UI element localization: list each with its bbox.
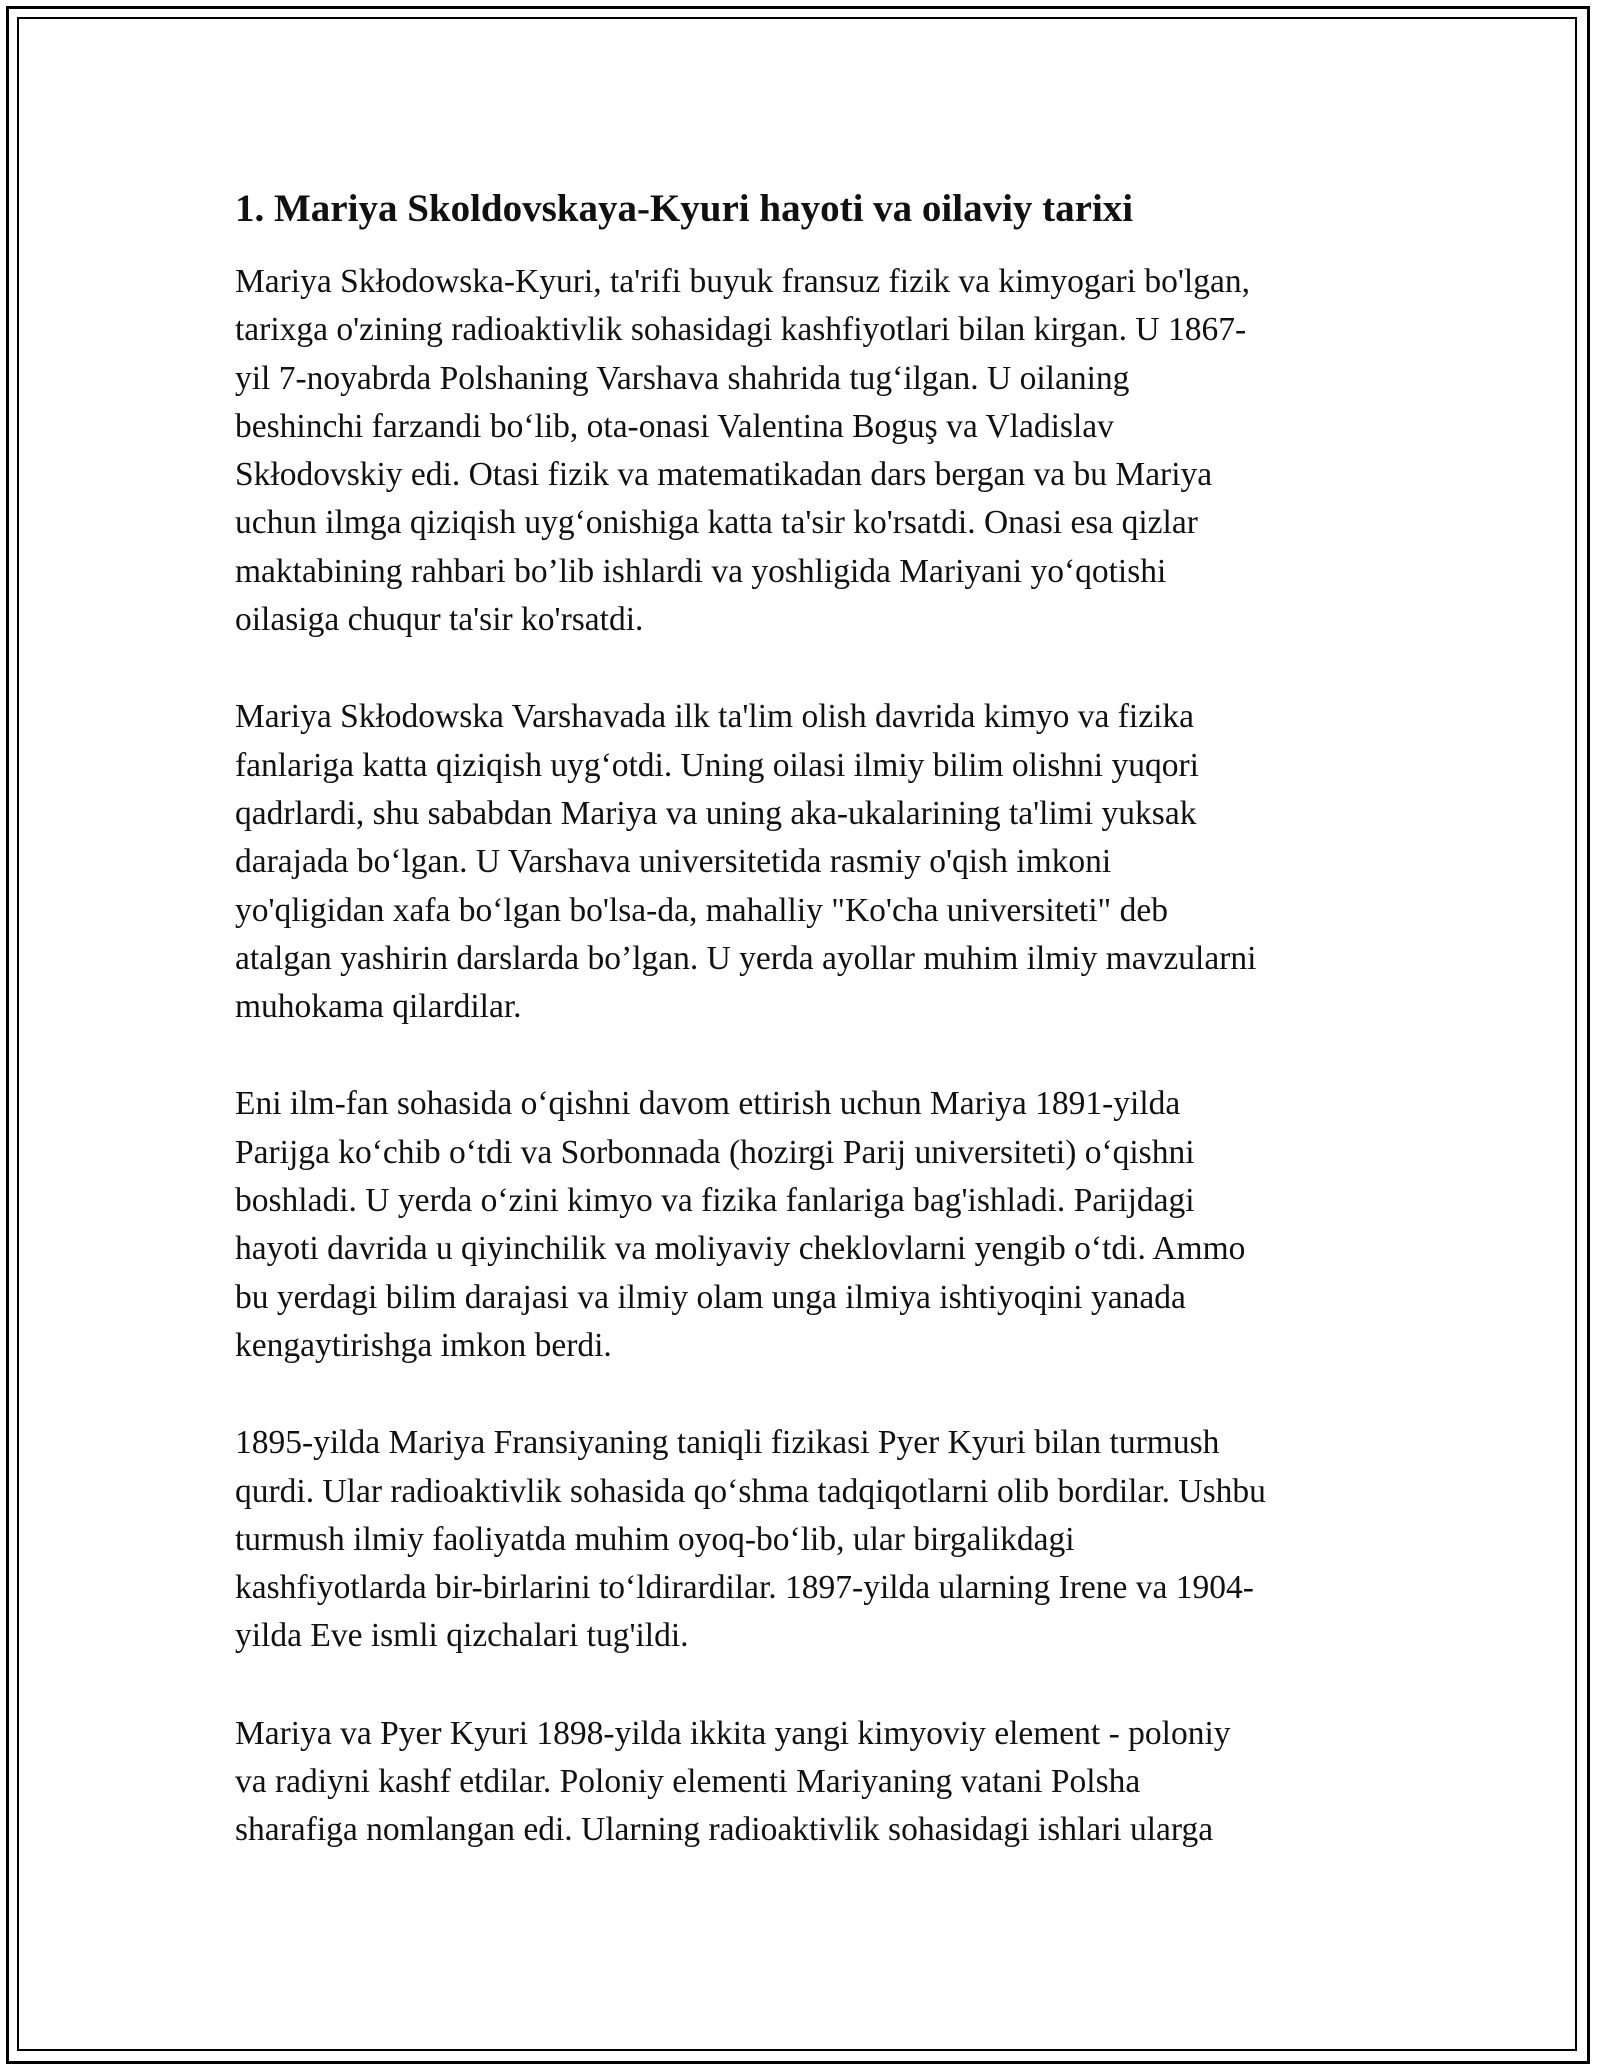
text-line: Eni ilm-fan sohasida o‘qishni davom ettirish uchun Mariya 1891-yilda	[235, 1085, 1181, 1123]
text-line: atalgan yashirin darslarda bo’lgan. U yerda ayollar muhim ilmiy mavzularni	[235, 939, 1257, 977]
text-line: fanlariga katta qiziqish uyg‘otdi. Uning oilasi ilmiy bilim olishni yuqori	[235, 746, 1199, 784]
text-line: hayoti davrida u qiyinchilik va moliyaviy cheklovlarni yengib o‘tdi. Ammo	[235, 1230, 1246, 1268]
text-line: qadrlardi, shu sababdan Mariya va uning aka-ukalarining ta'limi yuksak	[235, 794, 1197, 832]
paragraph-2	[235, 693, 1375, 1031]
paragraph-1	[235, 258, 1375, 644]
text-line: boshladi. U yerda o‘zini kimyo va fizika fanlariga bag'ishladi. Parijdagi	[235, 1182, 1195, 1220]
text-line: beshinchi farzandi bo‘lib, ota-onasi Valentina Boguş va Vladislav	[235, 407, 1114, 445]
paragraph-5	[235, 1710, 1375, 1855]
text-line: kengaytirishga imkon berdi.	[235, 1326, 612, 1364]
text-line: yilda Eve ismli qizchalari tug'ildi.	[235, 1617, 689, 1655]
text-line: uchun ilmga qiziqish uyg‘onishiga katta ta'sir ko'rsatdi. Onasi esa qizlar	[235, 504, 1198, 542]
text-line: darajada bo‘lgan. U Varshava universitetida rasmiy o'qish imkoni	[235, 843, 1112, 881]
text-line: tarixga o'zining radioaktivlik sohasidagi kashfiyotlari bilan kirgan. U 1867-	[235, 311, 1247, 349]
paragraph-3	[235, 1080, 1375, 1370]
text-line: turmush ilmiy faoliyatda muhim oyoq-bo‘lib, ular birgalikdagi	[235, 1520, 1075, 1558]
text-line: oilasiga chuqur ta'sir ko'rsatdi.	[235, 601, 644, 639]
text-line: yo'qligidan xafa bo‘lgan bo'lsa-da, mahalliy "Ko'cha universiteti" deb	[235, 891, 1168, 929]
text-line: sharafiga nomlangan edi. Ularning radioaktivlik sohasidagi ishlari ularga	[235, 1811, 1214, 1849]
text-line: Mariya Skłodowska Varshavada ilk ta'lim olish davrida kimyo va fizika	[235, 698, 1195, 736]
section-heading: 1. Mariya Skoldovskaya-Kyuri hayoti va oilaviy tarixi	[235, 187, 1134, 230]
text-line: muhokama qilardilar.	[235, 988, 522, 1026]
text-line: yil 7-noyabrda Polshaning Varshava shahrida tug‘ilgan. U oilaning	[235, 359, 1130, 397]
text-line: Parijga ko‘chib o‘tdi va Sorbonnada (hozirgi Parij universiteti) o‘qishni	[235, 1133, 1195, 1171]
text-line: kashfiyotlarda bir-birlarini to‘ldirardilar. 1897-yilda ularning Irene va 1904-	[235, 1569, 1254, 1607]
text-line: Mariya va Pyer Kyuri 1898-yilda ikkita yangi kimyoviy element - poloniy	[235, 1714, 1231, 1752]
text-line: va radiyni kashf etdilar. Poloniy elementi Mariyaning vatani Polsha	[235, 1763, 1141, 1801]
text-line: 1895-yilda Mariya Fransiyaning taniqli fizikasi Pyer Kyuri bilan turmush	[235, 1424, 1220, 1462]
document-body	[235, 182, 1375, 1904]
text-line: maktabining rahbari bo’lib ishlardi va yoshligida Mariyani yo‘qotishi	[235, 552, 1167, 590]
text-line: Skłodovskiy edi. Otasi fizik va matematikadan dars bergan va bu Mariya	[235, 456, 1213, 494]
paragraph-4	[235, 1419, 1375, 1660]
text-line: Mariya Skłodowska-Kyuri, ta'rifi buyuk fransuz fizik va kimyogari bo'lgan,	[235, 263, 1250, 300]
text-line: bu yerdagi bilim darajasi va ilmiy olam unga ilmiya ishtiyoqini yanada	[235, 1278, 1186, 1316]
text-line: qurdi. Ular radioaktivlik sohasida qo‘shma tadqiqotlarni olib bordilar. Ushbu	[235, 1472, 1266, 1510]
